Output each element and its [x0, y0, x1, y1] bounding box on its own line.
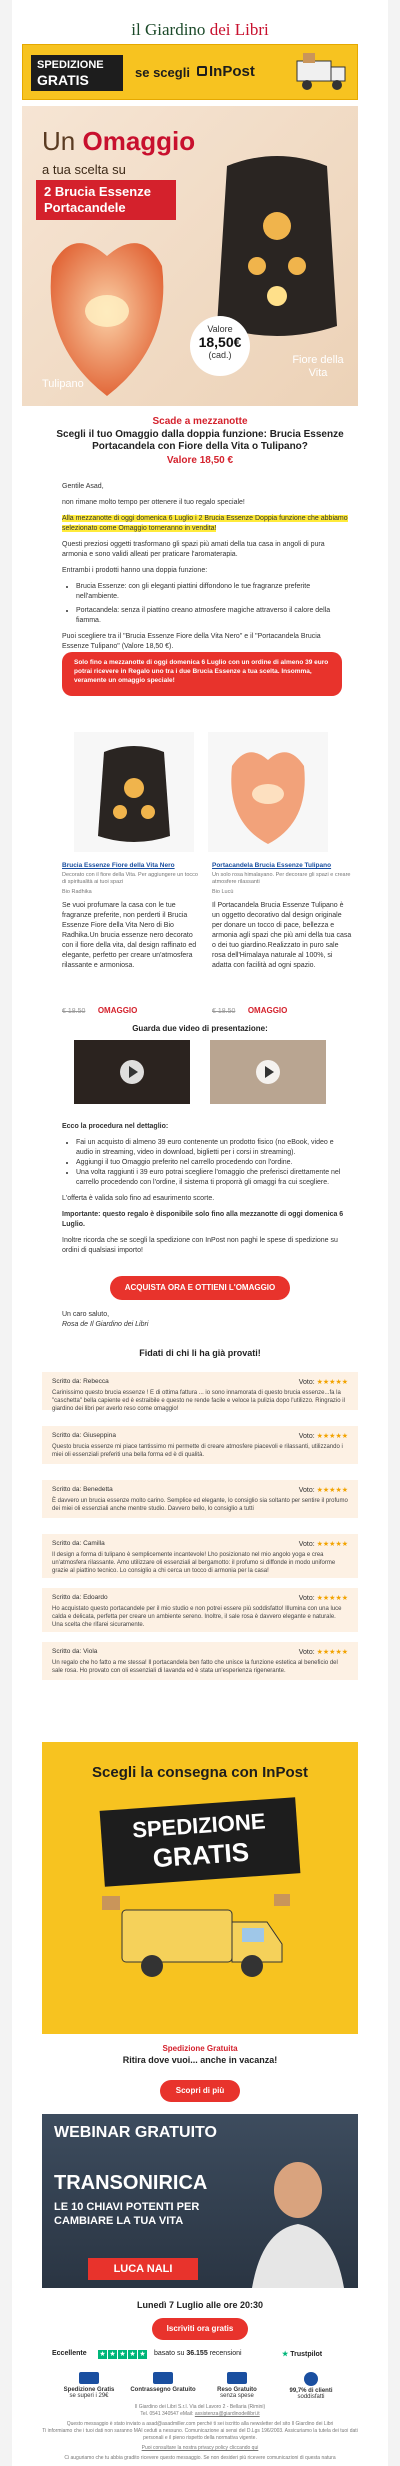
inpost-subtitle: Spedizione Gratuita	[162, 2044, 238, 2053]
review-text: Il design a forma di tulipano è semplicemente incantevole! Lho posizionato nel mio angolo yoga e crea un'atmosfera rilassante. Amo utilizzare oli essenziali al bergamotto: il profumo si diffonde in modo uniforme grazie al piattino tecnico. Lo consiglio a chi cerca un tocco di armonia per la casa!	[52, 1552, 336, 1574]
review-author: Scritto da: Camilla	[52, 1540, 105, 1547]
inpost-subtitle-2: Ritira dove vuoi... anche in vacanza!	[122, 2055, 278, 2065]
footer-email-link[interactable]: assistenza@giardinodeilibri.it	[194, 2411, 260, 2417]
review-card	[42, 1480, 358, 1518]
feature-sub: soddisfatti	[297, 2394, 325, 2400]
privacy-link[interactable]: Puoi consultare la nostra privacy policy cliccando qui	[141, 2445, 259, 2451]
intro-paragraph-1: non rimane molto tempo per ottenere il tuo regalo speciale!	[62, 499, 245, 506]
review-card	[42, 1426, 358, 1464]
videos-heading: Guarda due video di presentazione:	[132, 1024, 268, 1033]
feature-title: Reso Gratuito	[217, 2387, 257, 2393]
intro-value: Valore 18,50 €	[166, 455, 234, 466]
video-thumbnail-1[interactable]	[74, 1040, 190, 1104]
feature-free-returns	[202, 2372, 272, 2399]
review-text: Ho acquistato questo portacandele per il mio studio e non potrei essere più soddisfatto! Illumina con una luce calda e delicata, perfetta per creare un ambiente sereno. Inoltre, il sale rosa è davvero elegante e naturale. Una scelta che rifarei sicuramente.	[52, 1606, 342, 1628]
logo-text-part1: il Giardino	[131, 20, 206, 39]
product-title-2[interactable]: Portacandela Brucia Essenze Tulipano	[212, 862, 332, 869]
play-icon	[120, 1060, 144, 1084]
trust-text-a: basato su	[154, 2350, 185, 2357]
review-card	[42, 1372, 358, 1410]
unsubscribe-text[interactable]: Ci auguriamo che tu abbia gradito ricevere questo messaggio. Se non desideri più ricevere comunicazioni di questa natura	[64, 2455, 336, 2461]
flower-of-life-label: Fiore della Vita	[292, 354, 344, 379]
inpost-logo-icon	[197, 66, 207, 76]
reviews-heading: Fidati di chi li ha già provati!	[139, 1348, 261, 1358]
product-title-1[interactable]: Brucia Essenze Fiore della Vita Nero	[62, 862, 175, 869]
procedure-step-3: • Una volta raggiunti i 39 euro potrai scegliere l'omaggio che preferisci direttamente nel carrello procedendo con l'ordine, il sistema ti proporrà gli omaggi fra cui scegliere.	[76, 1168, 348, 1188]
feature-title: 99,7% di clienti	[289, 2388, 333, 2394]
review-stars: Voto: ★★★★★	[298, 1379, 348, 1386]
review-card	[42, 1588, 358, 1632]
product-desc-1: Decorato con il fiore della Vita. Per aggiungere un tocco di spiritualità ai tuoi spazi	[62, 872, 198, 885]
play-icon	[256, 1060, 280, 1084]
speaker-name: LUCA NALI	[88, 2258, 198, 2280]
intro-highlight: Alla mezzanotte di oggi domenica 6 Luglio i 2 Brucia Essenze Doppia funzione che abbiamo selezionato come Omaggio torneranno in vendita!	[62, 515, 348, 532]
inpost-promo-block[interactable]	[42, 1742, 358, 2034]
free-shipping-big-tag	[100, 1797, 301, 1886]
intro-header	[52, 416, 348, 466]
trust-count: 36.155	[186, 2350, 208, 2357]
webinar-date: Lunedì 7 Luglio alle ore 20:30	[136, 2300, 264, 2310]
ship-banner-text: se scegli	[135, 65, 190, 80]
omaggio-label-1: OMAGGIO	[97, 1006, 138, 1015]
webinar-title: TRANSONIRICA	[54, 2172, 208, 2194]
feature-sub: senza spese	[220, 2393, 254, 2399]
logo-text-part2: dei Libri	[209, 20, 269, 39]
function-item-1: • Brucia Essenze: con gli eleganti piattini diffondono le tue fragranze preferite nell'ambiente.	[76, 582, 348, 602]
review-card	[42, 1534, 358, 1578]
footer-notice-2: Ti informiamo che i tuoi dati non saranno MAI ceduti a nessuno. Comunicazione ai sensi del D.Lgs 196/2003. Assicuriamo la tutela dei tuoi dati personali e il pieno rispetto della normativa vigente.	[42, 2428, 358, 2441]
feature-title: Contrassegno Gratuito	[130, 2387, 196, 2393]
free-shipping-line1: SPEDIZIONE	[37, 59, 104, 71]
vote-label: Voto:	[298, 1649, 315, 1656]
free-shipping-tag	[31, 55, 123, 91]
signature-line-2: Rosa de Il Giardino dei Libri	[62, 1321, 149, 1328]
deadline-label: Scade a mezzanotte	[152, 416, 248, 427]
discover-more-button[interactable]: Scopri di più	[160, 2080, 240, 2102]
function-item-2: • Portacandela: senza il piattino creano atmosfere magiche attraverso il calore della fiamma.	[76, 606, 348, 626]
product-card-1	[62, 862, 202, 971]
vote-label: Voto:	[298, 1433, 315, 1440]
footer-phone: Tel. 0541 340547	[140, 2411, 179, 2417]
review-text: Carinissimo questo brucia essenze ! E di ottima fattura ... io sono innamorata di questo brucia essenze...fa la "caschetta" bella capiente ed è estraibile e questo ne rende facile e veloce la pulizia dopo l'utilizzo. Ringrazio il giardino dei libri per averlo reso come omaggio!	[52, 1390, 345, 1412]
footer	[32, 2404, 368, 2462]
buy-now-button[interactable]: ACQUISTA ORA E OTTIENI L'OMAGGIO	[110, 1276, 290, 1300]
trustpilot-brand: Trustpilot	[290, 2351, 323, 2358]
omaggio-label-2: OMAGGIO	[247, 1006, 288, 1015]
footer-contacts	[32, 2411, 368, 2418]
inpost-brand	[209, 63, 255, 80]
product-price-2	[212, 1000, 287, 1018]
webinar-line-1: LE 10 CHIAVI POTENTI PER	[54, 2201, 200, 2213]
price-value: 18,50€	[198, 334, 242, 350]
tulip-label: Tulipano	[42, 378, 84, 390]
vote-label: Voto:	[298, 1379, 315, 1386]
intro-headline: Scegli il tuo Omaggio dalla doppia funzione: Brucia Essenze Portacandela con Fiore della Vita o Tulipano?	[56, 429, 344, 452]
product-brand-1: Bio Radhika	[62, 889, 92, 895]
inpost-block-title	[42, 1764, 358, 1781]
signature-line-1: Un caro saluto,	[62, 1311, 110, 1318]
review-stars: Voto: ★★★★★	[298, 1595, 348, 1602]
hero-price-badge	[190, 316, 250, 376]
inpost-title-brand: InPost	[262, 1764, 308, 1781]
free-shipping-big-line2: GRATIS	[151, 1836, 250, 1874]
intro-body	[62, 482, 348, 652]
greeting: Gentile Asad,	[62, 483, 104, 490]
trust-text	[154, 2350, 242, 2357]
price-label: Valore	[207, 324, 233, 334]
procedure-p2: Importante: questo regalo è disponibile solo fino alla mezzanotte di oggi domenica 6 Luglio.	[62, 1211, 344, 1228]
old-price-2: € 18.50	[212, 1008, 236, 1015]
feature-satisfaction	[276, 2372, 346, 2400]
procedure-steps	[76, 1138, 348, 1188]
video-thumbnail-2[interactable]	[210, 1040, 326, 1104]
review-author: Scritto da: Rebecca	[52, 1378, 109, 1385]
inpost-details	[12, 2044, 388, 2065]
signature	[62, 1310, 148, 1330]
webinar-line-2: CAMBIARE LA TUA VITA	[54, 2215, 184, 2227]
footer-notice-1: Questo messaggio è stato inviato a asad@asadmiller.com perché ti sei iscritto alla newsletter del sito Il Giardino dei Libri	[66, 2421, 334, 2427]
feature-title: Spedizione Gratis	[63, 2387, 115, 2393]
truck-icon	[79, 2372, 99, 2384]
review-text: Questo brucia essenze mi piace tantissimo mi permette di creare atmosfere piacevoli e rilassanti, utilizzando i miei oli essenziali preferiti una bella forma ed è di qualità.	[52, 1444, 343, 1458]
procedure-step-1: • Fai un acquisto di almeno 39 euro contenente un prodotto fisico (no eBook, video e audio in streaming, video in download, biglietti per i corsi in streaming).	[76, 1138, 348, 1158]
hero-title-b: Omaggio	[82, 126, 196, 156]
hero-title-a: Un	[42, 126, 76, 156]
product-brand-2: Bio Lucù	[212, 889, 234, 895]
speaker-photo	[242, 2144, 352, 2288]
product-body-2: Il Portacandela Brucia Essenze Tulipano è un oggetto decorativo dal design originale per donare un tocco di pace, bellezza e armonia agli spazi che più ami della tua casa o dei tuo giardino.Realizzato in puro sale rosa dell'Himalaya naturale al 100%, si adatta con facilità ad ogni spazio.	[212, 902, 352, 969]
product-image-flower-of-life[interactable]	[74, 732, 194, 852]
delivery-truck-icon	[295, 53, 351, 93]
review-stars: Voto: ★★★★★	[298, 1649, 348, 1656]
old-price-1: € 18.50	[62, 1008, 86, 1015]
footer-address: Il Giardino dei Libri S.r.l. Via del Lavoro 2 - Bellaria (Rimini)	[134, 2404, 266, 2410]
vote-label: Voto:	[298, 1541, 315, 1548]
procedure-p3: Inoltre ricorda che se scegli la spedizione con InPost non paghi le spese di spedizione su ordini di qualsiasi importo!	[62, 1237, 338, 1254]
webinar-subtitle	[54, 2200, 199, 2228]
trust-stars-icon: ★ ★ ★ ★ ★	[99, 2351, 146, 2358]
delivery-van-illustration	[102, 1892, 292, 1982]
smile-icon	[304, 2372, 318, 2386]
review-text: È davvero un brucia essenze molto carino. Semplice ed elegante, lo consiglio sia soltanto per sentire il profumo dei miei oli essenziali anche mentre studio. Davvero bello, lo consiglio a tutti	[52, 1498, 348, 1512]
trustpilot-bar[interactable]	[52, 2350, 348, 2364]
review-stars: Voto: ★★★★★	[298, 1541, 348, 1548]
review-author: Scritto da: Giuseppina	[52, 1432, 116, 1439]
store-logo[interactable]	[12, 20, 388, 40]
trust-label: Eccellente	[52, 2350, 87, 2357]
function-list	[76, 582, 348, 626]
webinar-signup-button[interactable]: Iscriviti ora gratis	[152, 2318, 248, 2340]
review-author: Scritto da: Viola	[52, 1648, 98, 1655]
trust-text-b: recensioni	[209, 2350, 242, 2357]
review-text: Un regalo che ho fatto a me stessa! Il portacandela ben fatto che unisce la funzione estetica al beneficio del sale rosa. Ho provato con oli essenziali di lavanda ed è stata un'esperienza rigenerante.	[52, 1660, 338, 1674]
procedure-section	[62, 1122, 348, 1256]
offer-alert-box: Solo fino a mezzanotte di oggi domenica 6 Luglio con un ordine di almeno 39 euro potrai ricevere in Regalo uno tra i due Brucia Essenze a tua scelta. Insomma, veramente un omaggio speciale!	[62, 652, 342, 696]
free-shipping-line2: GRATIS	[37, 72, 89, 88]
trustpilot-logo: ★ Trustpilot	[282, 2351, 323, 2358]
procedure-heading: Ecco la procedura nel dettaglio:	[62, 1123, 169, 1130]
cash-icon	[153, 2372, 173, 2384]
price-note: (cad.)	[208, 350, 232, 360]
product-body-1: Se vuoi profumare la casa con le tue fragranze preferite, non perderti il Brucia Essenze Fiore della Vita Nero di Bio Radhika.Un brucia essenze nero decorato con il fiore della vita, dal design raffinato ed elegante, perfetto per creare un'atmosfera rilassante e armoniosa.	[62, 902, 197, 969]
hero-subtitle: a tua scelta su	[42, 162, 126, 177]
procedure-step-2: • Aggiungi il tuo Omaggio preferito nel carrello procedendo con l'ordine.	[76, 1158, 348, 1168]
return-icon	[227, 2372, 247, 2384]
email-container	[12, 0, 388, 2466]
review-stars: Voto: ★★★★★	[298, 1487, 348, 1494]
intro-paragraph-4: Entrambi i prodotti hanno una doppia funzione:	[62, 567, 208, 574]
product-price-1	[62, 1000, 137, 1018]
free-shipping-big-line1: SPEDIZIONE	[131, 1808, 267, 1843]
inpost-shipping-banner[interactable]	[22, 44, 358, 100]
feature-cod	[128, 2372, 198, 2393]
review-author: Scritto da: Benedetta	[52, 1486, 113, 1493]
inpost-title-text: Scegli la consegna con	[92, 1764, 258, 1781]
hero-image[interactable]	[22, 106, 358, 406]
flower-of-life-burner-illustration	[212, 146, 342, 346]
feature-free-shipping	[54, 2372, 124, 2399]
product-card-2	[212, 862, 352, 971]
hero-product-band: 2 Brucia Essenze Portacandele	[36, 180, 176, 220]
product-desc-2: Un solo rosa himalayano. Per decorare gli spazi e creare atmosfere rilassanti	[212, 872, 351, 885]
vote-label: Voto:	[298, 1487, 315, 1494]
feature-sub: se superi i 29€	[69, 2393, 109, 2399]
intro-paragraph-3: Questi preziosi oggetti trasformano gli spazi più amati della tua casa in angoli di pura armonia e sono validi alleati per praticare l'aromaterapia.	[62, 541, 325, 558]
hero-title	[42, 126, 195, 157]
webinar-banner[interactable]	[42, 2114, 358, 2288]
intro-paragraph-2	[62, 514, 348, 534]
procedure-p1: L'offerta è valida solo fino ad esaurimento scorte.	[62, 1195, 215, 1202]
review-card	[42, 1642, 358, 1680]
review-author: Scritto da: Edoardo	[52, 1594, 108, 1601]
vote-label: Voto:	[298, 1595, 315, 1602]
footer-email-label: eMail:	[180, 2411, 194, 2417]
webinar-tag: WEBINAR GRATUITO	[54, 2124, 217, 2141]
inpost-brand-label: InPost	[209, 63, 255, 80]
product-image-tulip[interactable]	[208, 732, 328, 852]
intro-paragraph-5: Puoi scegliere tra il "Brucia Essenze Fiore della Vita Nero" e il "Portacandela Brucia Essenze Tulipano" (Valore 18,50 €).	[62, 633, 321, 650]
review-stars: Voto: ★★★★★	[298, 1433, 348, 1440]
